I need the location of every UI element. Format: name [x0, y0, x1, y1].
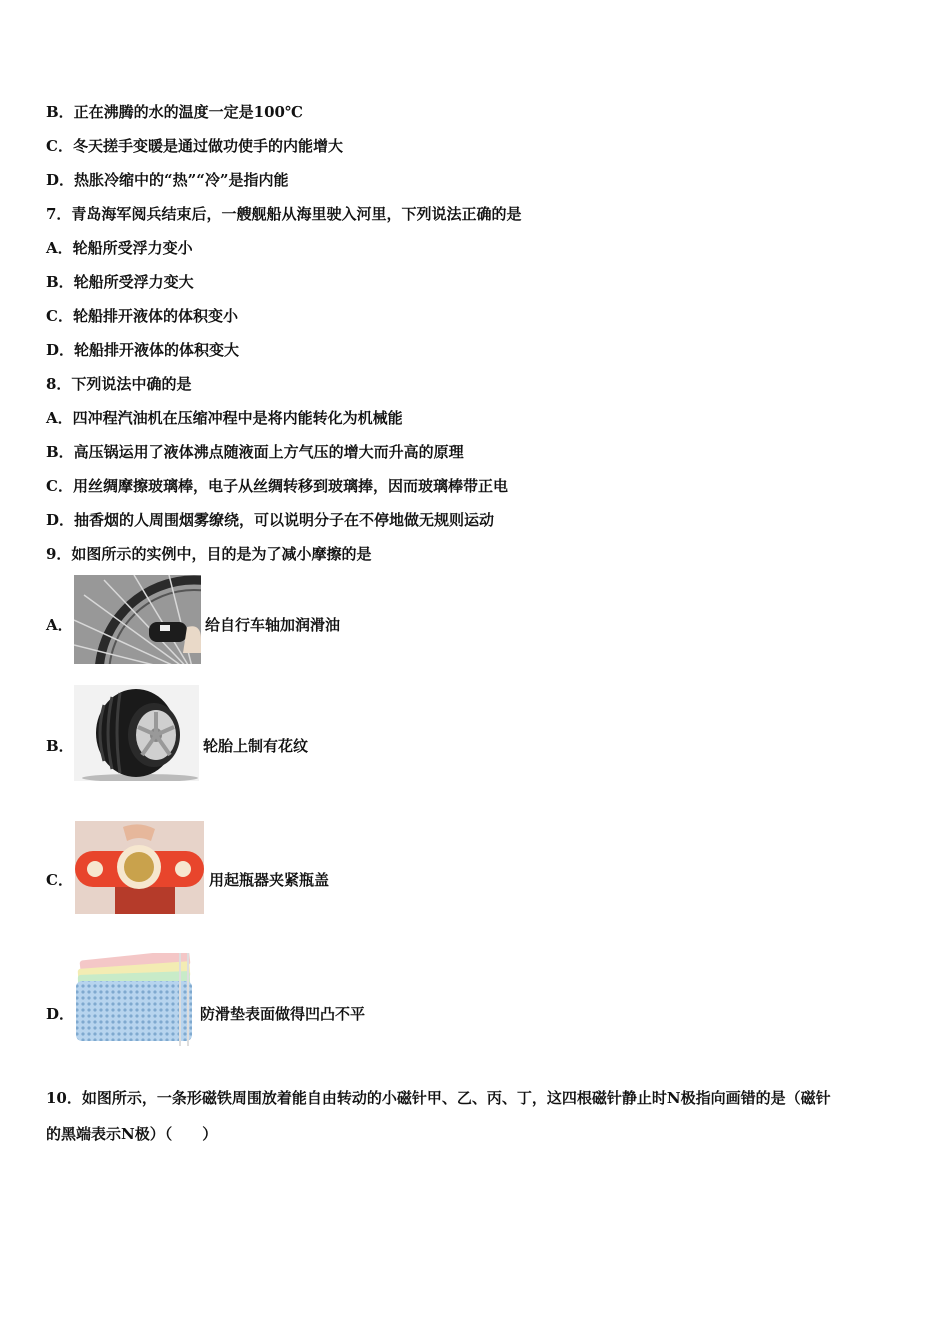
q7-option-b: B．轮船所受浮力变大 [46, 273, 194, 291]
q8-option-b: B．高压锅运用了液体沸点随液面上方气压的增大而升高的原理 [46, 443, 464, 461]
tire-tread-image [74, 685, 199, 781]
q9-option-d-text: 防滑垫表面做得凹凸不平 [200, 1005, 366, 1023]
anti-slip-mat-image [74, 953, 196, 1046]
q9-option-a-text: 给自行车轴加润滑油 [205, 616, 341, 634]
q6-option-c: C．冬天搓手变暖是通过做功使手的内能增大 [46, 137, 343, 155]
bicycle-axle-oil-image [74, 575, 201, 664]
q6-option-d: D．热胀冷缩中的“热”“冷”是指内能 [46, 171, 289, 189]
q9-option-a-label: A． [46, 616, 73, 634]
q8-option-d: D．抽香烟的人周围烟雾缭绕，可以说明分子在不停地做无规则运动 [46, 511, 495, 529]
q7-option-a: A．轮船所受浮力变小 [46, 239, 193, 257]
q9-option-b-label: B． [46, 737, 74, 755]
q6-option-b: B．正在沸腾的水的温度一定是100℃ [46, 103, 303, 121]
q7-option-d: D．轮船排开液体的体积变大 [46, 341, 240, 359]
q8-option-a: A．四冲程汽油机在压缩冲程中是将内能转化为机械能 [46, 409, 403, 427]
q7-stem: 7．青岛海军阅兵结束后，一艘舰船从海里驶入河里，下列说法正确的是 [46, 205, 522, 223]
q10-stem-line1: 10．如图所示，一条形磁铁周围放着能自由转动的小磁针甲、乙、丙、丁，这四根磁针静止时N极指向画错的是（磁针 [46, 1089, 831, 1107]
q10-stem-line2: 的黑端表示N极）（ ） [46, 1125, 218, 1143]
q9-stem: 9．如图所示的实例中，目的是为了减小摩擦的是 [46, 545, 372, 563]
bottle-opener-image [75, 821, 204, 914]
q7-option-c: C．轮船排开液体的体积变小 [46, 307, 238, 325]
q9-option-c-label: C． [46, 871, 73, 889]
q8-stem: 8．下列说法中确的是 [46, 375, 192, 393]
q9-option-d-label: D． [46, 1005, 75, 1023]
q9-option-b-text: 轮胎上制有花纹 [203, 737, 309, 755]
q8-option-c: C．用丝绸摩擦玻璃棒，电子从丝绸转移到玻璃捧，因而玻璃棒带正电 [46, 477, 508, 495]
q9-option-c-text: 用起瓶器夹紧瓶盖 [209, 871, 330, 889]
